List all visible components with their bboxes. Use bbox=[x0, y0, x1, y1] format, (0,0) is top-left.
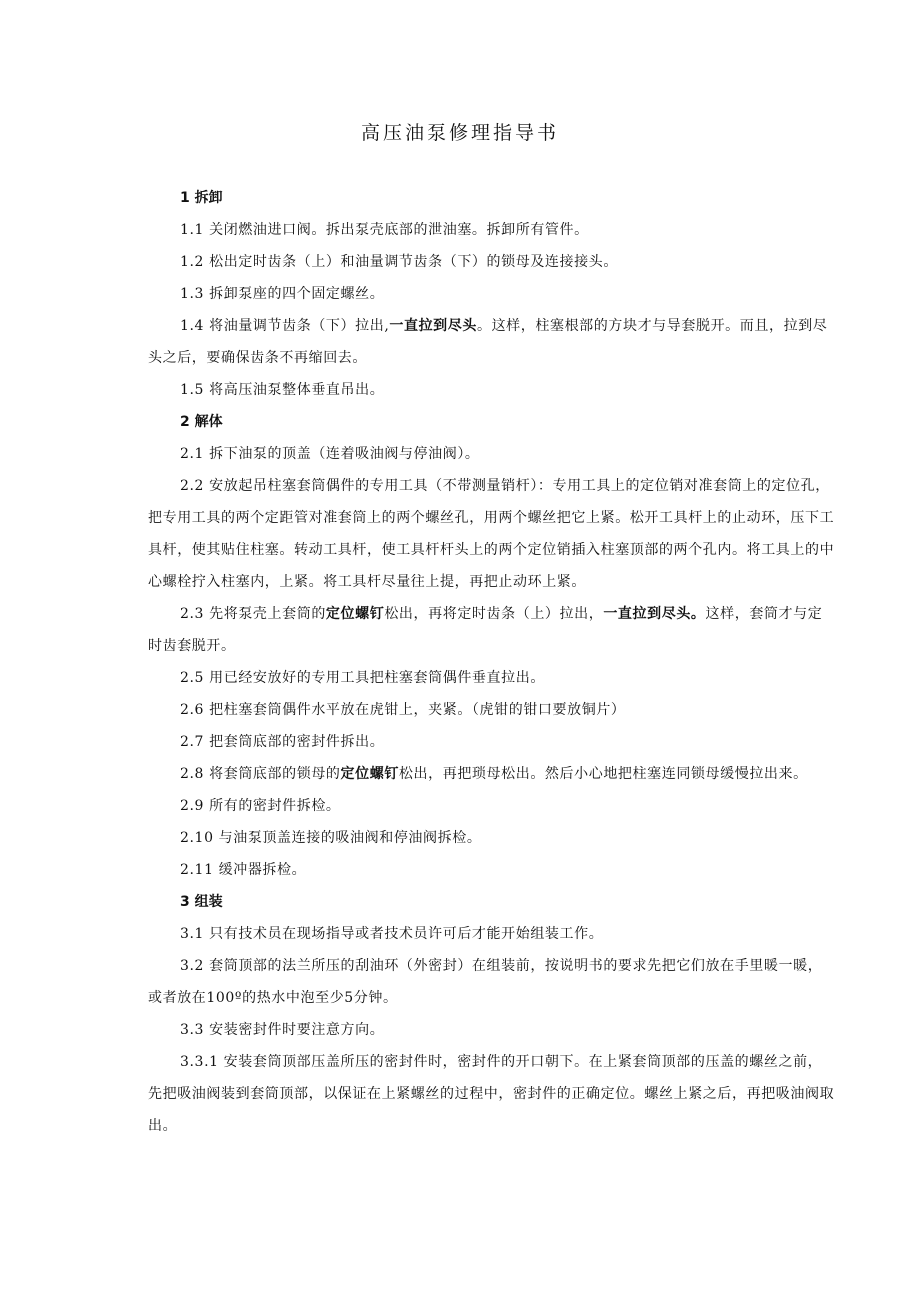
section-heading-2: 2 解体 bbox=[180, 414, 223, 430]
paragraph-3-1: 3.1 只有技术员在现场指导或者技术员许可后才能开始组装工作。 bbox=[180, 926, 604, 942]
emphasis-text: 一直拉到尽头。 bbox=[603, 606, 706, 622]
text-run: 2.3 先将泵壳上套筒的 bbox=[180, 606, 326, 622]
paragraph-3-3: 3.3 安装密封件时要注意方向。 bbox=[180, 1022, 385, 1038]
paragraph-3-3-1: 3.3.1 安装套筒顶部压盖所压的密封件时，密封件的开口朝下。在上紧套筒顶部的压盖的螺丝之前，先把吸油阀装到套筒顶部，以保证在上紧螺丝的过程中，密封件的正确定位。螺丝上紧之后，再把吸油阀取出。 bbox=[148, 1054, 835, 1134]
paragraph-1-3: 1.3 拆卸泵座的四个固定螺丝。 bbox=[180, 286, 385, 302]
paragraph-2-11: 2.11 缓冲器拆检。 bbox=[180, 862, 307, 878]
text-run: 1.4 将油量调节齿条（下）拉出, bbox=[180, 318, 390, 334]
paragraph-2-10: 2.10 与油泵顶盖连接的吸油阀和停油阀拆检。 bbox=[180, 830, 482, 846]
paragraph-2-6: 2.6 把柱塞套筒偶件水平放在虎钳上，夹紧。（虎钳的钳口要放铜片） bbox=[180, 702, 626, 718]
text-run: 松出，再把琐母松出。然后小心地把柱塞连同锁母缓慢拉出来。 bbox=[398, 766, 808, 782]
paragraph-1-2: 1.2 松出定时齿条（上）和油量调节齿条（下）的锁母及连接接头。 bbox=[180, 254, 618, 270]
paragraph-1-1: 1.1 关闭燃油进口阀。拆出泵壳底部的泄油塞。拆卸所有管件。 bbox=[180, 222, 589, 238]
paragraph-2-9: 2.9 所有的密封件拆检。 bbox=[180, 798, 341, 814]
paragraph-2-3 bbox=[148, 598, 836, 662]
paragraph-2-5: 2.5 用已经安放好的专用工具把柱塞套筒偶件垂直拉出。 bbox=[180, 670, 545, 686]
section-heading-3: 3 组装 bbox=[180, 894, 223, 910]
paragraph-3-2: 3.2 套筒顶部的法兰所压的刮油环（外密封）在组装前，按说明书的要求先把它们放在手里暖一暖，或者放在100º的热水中泡至少5分钟。 bbox=[148, 958, 823, 1006]
paragraph-2-2: 2.2 安放起吊柱塞套筒偶件的专用工具（不带测量销杆）：专用工具上的定位销对准套筒上的定位孔，把专用工具的两个定距管对准套筒上的两个螺丝孔，用两个螺丝把它上紧。松开工具杆上的止动环，压下工具杆，使其贴住柱塞。转动工具杆，使工具杆杆头上的两个定位销插入柱塞顶部的两个孔内。将工具上的中心螺栓拧入柱塞内，上紧。将工具杆尽量往上提，再把止动环上紧。 bbox=[148, 478, 835, 590]
document-title: 高压油泵修理指导书 bbox=[360, 122, 559, 144]
text-run: 2.8 将套筒底部的锁母的 bbox=[180, 766, 341, 782]
emphasis-text: 一直拉到尽头 bbox=[389, 318, 477, 334]
section-heading-1: 1 拆卸 bbox=[180, 190, 223, 206]
text-run: 这样，套筒才与定时齿套脱开。 bbox=[148, 606, 823, 654]
paragraph-2-7: 2.7 把套筒底部的密封件拆出。 bbox=[180, 734, 385, 750]
emphasis-text: 定位螺钉 bbox=[340, 766, 399, 782]
paragraph-2-1: 2.1 拆下油泵的顶盖（连着吸油阀与停油阀）。 bbox=[180, 446, 480, 462]
document-body bbox=[148, 182, 836, 1142]
paragraph-1-5: 1.5 将高压油泵整体垂直吊出。 bbox=[180, 382, 385, 398]
text-run: 。这样，柱塞根部的方块才与导套脱开。而且，拉到尽头之后，要确保齿条不再缩回去。 bbox=[148, 318, 828, 366]
paragraph-2-8 bbox=[148, 758, 836, 790]
text-run: 松出，再将定时齿条（上）拉出， bbox=[384, 606, 604, 622]
paragraph-1-4 bbox=[148, 310, 836, 374]
emphasis-text: 定位螺钉 bbox=[325, 606, 385, 622]
